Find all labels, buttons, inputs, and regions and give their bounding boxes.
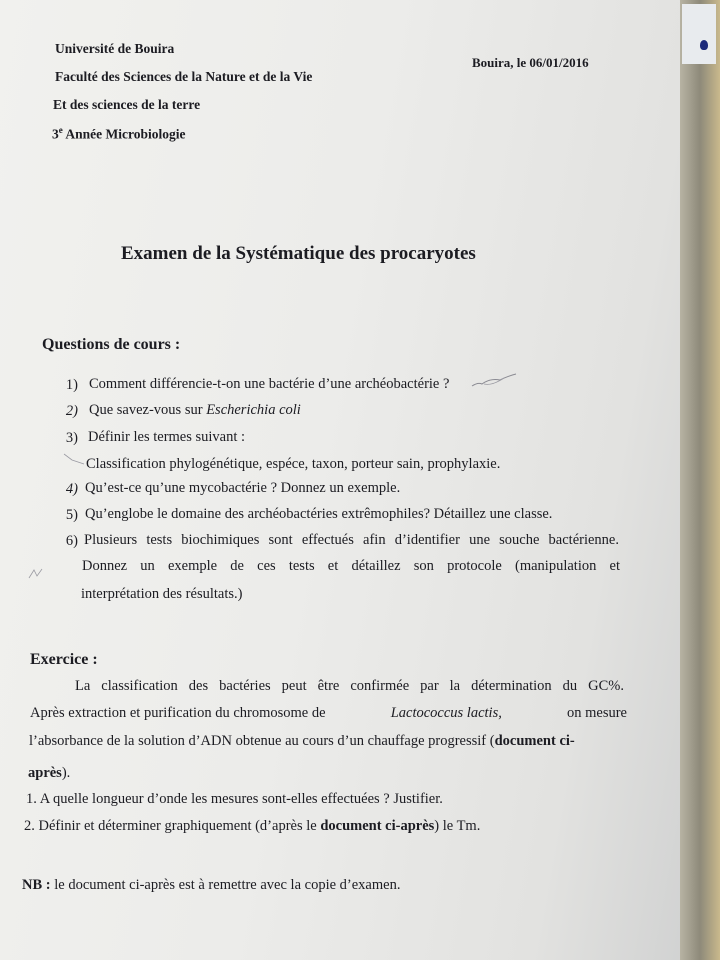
question-text-line: Plusieurs tests biochimiques sont effectués afin d’identifier une souche bactérienne. [84,532,619,548]
pencil-checkmark-icon [470,372,520,392]
nb-note: NB : le document ci-après est à remettre avec la copie d’examen. [22,877,401,893]
faculty-name: Faculté des Sciences de la Nature et de la Vie [55,69,313,84]
exercise-text-line: après). [28,765,71,781]
question-number: 2) [65,403,78,419]
question-number: 1) [65,377,78,393]
question-number: 5) [65,507,78,523]
pencil-scribble-icon [26,566,46,582]
faculty-name-continued: Et des sciences de la terre [53,97,201,112]
question-text: Qu’englobe le domaine des archéobactéries extrêmophiles? Détaillez une classe. [85,506,553,522]
question-text: Définir les termes suivant : [88,429,246,445]
exercise-question-2: 2. Définir et déterminer graphiquement (d’après le document ci-après) le Tm. [24,818,481,834]
question-text: Comment différencie-t-on une bactérie d’une archéobactérie ? [89,376,450,392]
question-text-line: Donnez un exemple de ces tests et détaillez son protocole (manipulation et [82,558,620,574]
exercise-text-line: l’absorbance de la solution d’ADN obtenue au cours d’un chauffage progressif (document ci- [29,733,575,749]
exam-title: Examen de la Systématique des procaryotes [121,243,476,264]
exam-date: Bouira, le 06/01/2016 [472,55,589,70]
question-number: 6) [65,533,78,549]
exercise-question-1: 1. A quelle longueur d’onde les mesures sont-elles effectuées ? Justifier. [26,791,443,807]
questions-heading: Questions de cours : [42,336,181,353]
exercise-text-line: Après extraction et purification du chromosome de Lactococcus lactis, on mesure [30,705,627,721]
background-paper-scrap [682,4,716,64]
exercise-heading: Exercice : [30,651,98,668]
background-edge [680,0,720,960]
question-text-line: interprétation des résultats.) [81,586,243,602]
pencil-mark-icon [62,452,86,466]
question-subtext: Classification phylogénétique, espéce, taxon, porteur sain, prophylaxie. [86,456,501,472]
exercise-text-line: La classification des bactéries peut être confirmée par la détermination du GC%. [75,678,624,694]
ink-mark-icon [700,40,708,50]
university-name: Université de Bouira [55,41,175,56]
question-number: 3) [65,430,78,446]
question-text: Que savez-vous sur Escherichia coli [89,402,301,418]
question-number: 4) [65,481,78,497]
question-text: Qu’est-ce qu’une mycobactérie ? Donnez un exemple. [85,480,401,496]
study-year: 3e Année Microbiologie [52,125,186,142]
